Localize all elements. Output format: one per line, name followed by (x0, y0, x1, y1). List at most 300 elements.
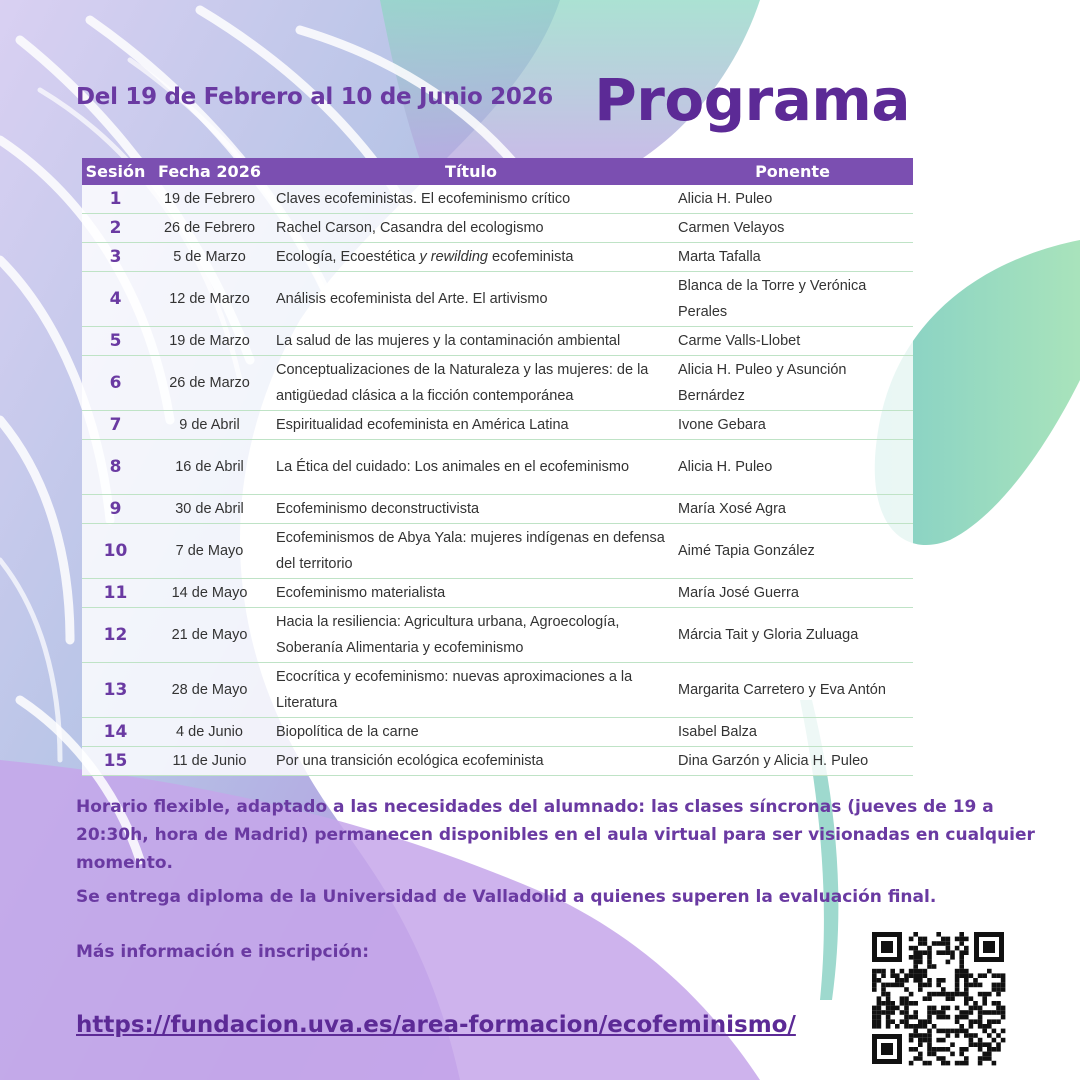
qr-module (918, 941, 923, 946)
qr-module (927, 946, 932, 951)
qr-module (987, 969, 992, 974)
session-title: Ecofeminismos de Abya Yala: mujeres indígenas en defensa del territorio (270, 524, 672, 579)
qr-module (941, 937, 946, 942)
qr-module (886, 983, 891, 988)
program-table (82, 158, 913, 776)
qr-module (955, 1006, 960, 1011)
qr-module (959, 1061, 964, 1066)
qr-module (969, 1006, 974, 1011)
qr-module (936, 1029, 941, 1034)
qr-module (978, 1056, 983, 1061)
session-speaker: Aimé Tapia González (672, 524, 913, 579)
qr-module (936, 932, 941, 937)
qr-module (913, 1056, 918, 1061)
qr-module (904, 1019, 909, 1024)
session-date: 7 de Mayo (149, 524, 270, 579)
qr-module (996, 1006, 1001, 1011)
session-date: 28 de Mayo (149, 663, 270, 718)
session-date: 5 de Marzo (149, 243, 270, 272)
qr-module (890, 973, 895, 978)
qr-module (1001, 983, 1006, 988)
qr-module (923, 996, 928, 1001)
qr-module (886, 1015, 891, 1020)
qr-module (913, 1033, 918, 1038)
table-row (82, 440, 913, 495)
qr-module (946, 960, 951, 965)
qr-module (959, 964, 964, 969)
qr-module (872, 969, 877, 974)
header-sesion: Sesión (82, 158, 149, 185)
diploma-info: Se entrega diploma de la Universidad de Valladolid a quienes superen la evaluación final. (76, 887, 937, 907)
table-row (82, 356, 913, 411)
qr-module (992, 1001, 997, 1006)
qr-module (918, 1038, 923, 1043)
session-title: Análisis ecofeminista del Arte. El artivismo (270, 272, 672, 327)
qr-module (904, 987, 909, 992)
qr-module (955, 937, 960, 942)
qr-module (955, 946, 960, 951)
qr-module (913, 1024, 918, 1029)
qr-module (895, 978, 900, 983)
session-date: 19 de Marzo (149, 327, 270, 356)
qr-module (955, 1015, 960, 1020)
qr-module (877, 1015, 882, 1020)
qr-module (923, 973, 928, 978)
qr-module (932, 1006, 937, 1011)
session-speaker: María José Guerra (672, 579, 913, 608)
qr-module (1001, 973, 1006, 978)
session-title: Espiritualidad ecofeminista en América Latina (270, 411, 672, 440)
qr-module (987, 992, 992, 997)
qr-module (886, 996, 891, 1001)
qr-module (927, 1052, 932, 1057)
qr-module (927, 950, 932, 955)
session-number: 11 (82, 579, 149, 608)
qr-module (927, 978, 932, 983)
qr-module (978, 1042, 983, 1047)
qr-module (959, 937, 964, 942)
qr-module (927, 1015, 932, 1020)
qr-module (964, 1047, 969, 1052)
qr-module (932, 1052, 937, 1057)
qr-module (973, 978, 978, 983)
table-row (82, 608, 913, 663)
qr-module (941, 987, 946, 992)
session-title: Ecofeminismo deconstructivista (270, 495, 672, 524)
qr-module (955, 987, 960, 992)
qr-module (913, 969, 918, 974)
qr-module (978, 1019, 983, 1024)
qr-module (932, 941, 937, 946)
session-number: 6 (82, 356, 149, 411)
qr-module (909, 1015, 914, 1020)
qr-module (987, 1042, 992, 1047)
qr-module (900, 1010, 905, 1015)
qr-module (959, 992, 964, 997)
table-row (82, 243, 913, 272)
qr-module (1001, 1006, 1006, 1011)
qr-module (941, 941, 946, 946)
qr-module (918, 950, 923, 955)
session-date: 19 de Febrero (149, 185, 270, 214)
qr-module (909, 1038, 914, 1043)
qr-module (890, 1001, 895, 1006)
qr-module (932, 1024, 937, 1029)
qr-module (904, 996, 909, 1001)
qr-module (900, 983, 905, 988)
qr-module (872, 1006, 877, 1011)
qr-module (946, 996, 951, 1001)
session-date: 12 de Marzo (149, 272, 270, 327)
qr-module (881, 1010, 886, 1015)
session-number: 14 (82, 718, 149, 747)
table-row (82, 663, 913, 718)
session-title: Biopolítica de la carne (270, 718, 672, 747)
qr-module (955, 978, 960, 983)
qr-module (872, 973, 877, 978)
session-number: 7 (82, 411, 149, 440)
qr-module (927, 983, 932, 988)
qr-module (932, 992, 937, 997)
qr-module (918, 937, 923, 942)
qr-module (900, 969, 905, 974)
qr-module (872, 1010, 877, 1015)
qr-module (936, 992, 941, 997)
table-row (82, 747, 913, 776)
qr-module (913, 1001, 918, 1006)
qr-module (946, 1061, 951, 1066)
session-speaker: Márcia Tait y Gloria Zuluaga (672, 608, 913, 663)
qr-module (936, 1010, 941, 1015)
session-title: Por una transición ecológica ecofeminista (270, 747, 672, 776)
qr-module (913, 1015, 918, 1020)
qr-module (923, 950, 928, 955)
qr-module (969, 1042, 974, 1047)
table-row (82, 272, 913, 327)
qr-module (941, 1006, 946, 1011)
qr-module (932, 1010, 937, 1015)
qr-module (913, 1047, 918, 1052)
qr-module (969, 996, 974, 1001)
qr-module (923, 1024, 928, 1029)
qr-module (872, 987, 877, 992)
qr-module (964, 1029, 969, 1034)
qr-module (918, 1052, 923, 1057)
qr-module (992, 1029, 997, 1034)
qr-module (987, 1033, 992, 1038)
session-date: 30 de Abril (149, 495, 270, 524)
qr-module (987, 1056, 992, 1061)
table-row (82, 185, 913, 214)
qr-module (909, 955, 914, 960)
session-number: 12 (82, 608, 149, 663)
qr-module (872, 1024, 877, 1029)
session-number: 9 (82, 495, 149, 524)
session-number: 1 (82, 185, 149, 214)
session-number: 3 (82, 243, 149, 272)
table-row (82, 718, 913, 747)
qr-module (946, 1015, 951, 1020)
header-titulo: Título (270, 158, 672, 185)
qr-module (973, 1006, 978, 1011)
qr-module (877, 1010, 882, 1015)
qr-module (996, 983, 1001, 988)
session-speaker: Alicia H. Puleo (672, 440, 913, 495)
qr-module (932, 964, 937, 969)
session-speaker: Carmen Velayos (672, 214, 913, 243)
qr-module (918, 978, 923, 983)
qr-module (918, 973, 923, 978)
qr-module (969, 1019, 974, 1024)
qr-module (946, 950, 951, 955)
qr-module (927, 996, 932, 1001)
qr-module (872, 978, 877, 983)
qr-code-icon[interactable] (870, 930, 1006, 1066)
qr-module (959, 1047, 964, 1052)
session-number: 4 (82, 272, 149, 327)
qr-module (959, 1010, 964, 1015)
qr-module (918, 1033, 923, 1038)
qr-module (904, 1024, 909, 1029)
qr-module (959, 969, 964, 974)
qr-module (950, 992, 955, 997)
qr-module (936, 950, 941, 955)
qr-module (978, 1061, 983, 1066)
qr-module (982, 1029, 987, 1034)
table-row (82, 411, 913, 440)
qr-module (996, 1010, 1001, 1015)
qr-module (923, 1033, 928, 1038)
qr-module (987, 1024, 992, 1029)
session-speaker: Alicia H. Puleo y Asunción Bernárdez (672, 356, 913, 411)
qr-module (982, 992, 987, 997)
session-date: 4 de Junio (149, 718, 270, 747)
session-date: 11 de Junio (149, 747, 270, 776)
qr-module (941, 1015, 946, 1020)
session-number: 15 (82, 747, 149, 776)
qr-module (927, 964, 932, 969)
qr-module (955, 1033, 960, 1038)
qr-module (946, 1033, 951, 1038)
qr-module (890, 983, 895, 988)
qr-module (959, 955, 964, 960)
qr-module (978, 973, 983, 978)
qr-module (927, 1006, 932, 1011)
qr-module (872, 983, 877, 988)
qr-module (923, 1061, 928, 1066)
session-title: La Ética del cuidado: Los animales en el ecofeminismo (270, 440, 672, 495)
session-title-italic: y rewilding (419, 249, 488, 265)
qr-module (964, 1015, 969, 1020)
session-speaker: Marta Tafalla (672, 243, 913, 272)
table-row (82, 327, 913, 356)
qr-module (909, 1024, 914, 1029)
qr-module (969, 1038, 974, 1043)
qr-module (955, 983, 960, 988)
session-speaker: Margarita Carretero y Eva Antón (672, 663, 913, 718)
qr-module (877, 1006, 882, 1011)
qr-module (881, 969, 886, 974)
qr-module (992, 973, 997, 978)
session-title: Rachel Carson, Casandra del ecologismo (270, 214, 672, 243)
date-range: Del 19 de Febrero al 10 de Junio 2026 (76, 84, 554, 110)
qr-module (877, 978, 882, 983)
qr-module (950, 955, 955, 960)
qr-module (978, 992, 983, 997)
qr-module (959, 1029, 964, 1034)
session-speaker: Ivone Gebara (672, 411, 913, 440)
qr-module (959, 950, 964, 955)
qr-module (927, 1047, 932, 1052)
qr-module (904, 1010, 909, 1015)
qr-module (996, 992, 1001, 997)
session-date: 14 de Mayo (149, 579, 270, 608)
qr-module (955, 992, 960, 997)
qr-module (918, 955, 923, 960)
qr-module (918, 987, 923, 992)
qr-module (1001, 1010, 1006, 1015)
qr-module (959, 941, 964, 946)
session-date: 9 de Abril (149, 411, 270, 440)
qr-module (941, 1056, 946, 1061)
qr-module (904, 978, 909, 983)
qr-module (904, 1006, 909, 1011)
qr-module (900, 1019, 905, 1024)
qr-module (886, 1006, 891, 1011)
qr-module (992, 987, 997, 992)
qr-module (890, 1006, 895, 1011)
qr-module (909, 1001, 914, 1006)
qr-module (969, 1010, 974, 1015)
qr-module (877, 996, 882, 1001)
qr-module (881, 987, 886, 992)
qr-module (964, 1010, 969, 1015)
qr-module (900, 978, 905, 983)
session-title-part: ecofeminista (487, 249, 574, 265)
qr-module (909, 1033, 914, 1038)
qr-module (955, 1061, 960, 1066)
qr-module (964, 937, 969, 942)
table-row (82, 495, 913, 524)
qr-module (955, 1029, 960, 1034)
qr-module (936, 941, 941, 946)
qr-module (973, 983, 978, 988)
qr-module (959, 960, 964, 965)
session-number: 10 (82, 524, 149, 579)
qr-module (964, 987, 969, 992)
qr-module (946, 1047, 951, 1052)
qr-module (959, 1024, 964, 1029)
qr-module (927, 992, 932, 997)
session-title-part: Ecología, Ecoestética (276, 249, 420, 265)
session-title: Hacia la resiliencia: Agricultura urbana, Agroecología, Soberanía Alimentaria y ecofeminismo (270, 608, 672, 663)
qr-module (927, 1019, 932, 1024)
qr-module (936, 1056, 941, 1061)
more-info-label: Más información e inscripción: (76, 942, 370, 962)
qr-module (886, 1024, 891, 1029)
session-number: 5 (82, 327, 149, 356)
session-date: 21 de Mayo (149, 608, 270, 663)
qr-module (932, 1047, 937, 1052)
qr-module (955, 973, 960, 978)
qr-module (969, 1024, 974, 1029)
qr-module (996, 1033, 1001, 1038)
qr-module (950, 1029, 955, 1034)
qr-module (978, 1047, 983, 1052)
qr-module (881, 1001, 886, 1006)
session-title: Ecocrítica y ecofeminismo: nuevas aproximaciones a la Literatura (270, 663, 672, 718)
qr-module (913, 1029, 918, 1034)
qr-module (936, 1047, 941, 1052)
qr-module (890, 1010, 895, 1015)
qr-module (964, 978, 969, 983)
qr-module (946, 992, 951, 997)
qr-module (992, 1038, 997, 1043)
qr-module (969, 1033, 974, 1038)
qr-module (996, 973, 1001, 978)
qr-module (909, 973, 914, 978)
qr-module (959, 973, 964, 978)
qr-module (987, 1010, 992, 1015)
qr-module (982, 996, 987, 1001)
session-title: Claves ecofeministas. El ecofeminismo crítico (270, 185, 672, 214)
session-speaker: Dina Garzón y Alicia H. Puleo (672, 747, 913, 776)
qr-module (909, 1061, 914, 1066)
qr-module (927, 1010, 932, 1015)
qr-module (886, 1001, 891, 1006)
qr-module (927, 1042, 932, 1047)
qr-module (992, 1019, 997, 1024)
qr-module (946, 937, 951, 942)
qr-module (978, 1024, 983, 1029)
qr-module (955, 969, 960, 974)
qr-module (973, 1042, 978, 1047)
qr-module (992, 1010, 997, 1015)
qr-module (895, 1024, 900, 1029)
qr-module (941, 992, 946, 997)
qr-module (978, 983, 983, 988)
qr-module (890, 1019, 895, 1024)
qr-module (964, 946, 969, 951)
qr-module (973, 1033, 978, 1038)
qr-module (918, 969, 923, 974)
session-title: Conceptualizaciones de la Naturaleza y las mujeres: de la antigüedad clásica a la ficción contemporánea (270, 356, 672, 411)
qr-module (918, 960, 923, 965)
qr-module (872, 1019, 877, 1024)
registration-link[interactable]: https://fundacion.uva.es/area-formacion/ecofeminismo/ (76, 1012, 796, 1038)
qr-module (950, 950, 955, 955)
session-speaker: María Xosé Agra (672, 495, 913, 524)
qr-module (987, 1019, 992, 1024)
qr-module (964, 992, 969, 997)
header-fecha: Fecha 2026 (149, 158, 270, 185)
qr-module (890, 969, 895, 974)
qr-module (964, 950, 969, 955)
qr-module (941, 1010, 946, 1015)
qr-module (936, 1038, 941, 1043)
qr-module (959, 1052, 964, 1057)
qr-module (941, 1038, 946, 1043)
qr-module (964, 983, 969, 988)
qr-module (964, 1001, 969, 1006)
qr-module (927, 1029, 932, 1034)
qr-module (904, 1001, 909, 1006)
qr-module (941, 1029, 946, 1034)
qr-module (946, 946, 951, 951)
qr-module (946, 941, 951, 946)
page-title: Programa (594, 66, 910, 134)
qr-module (941, 950, 946, 955)
